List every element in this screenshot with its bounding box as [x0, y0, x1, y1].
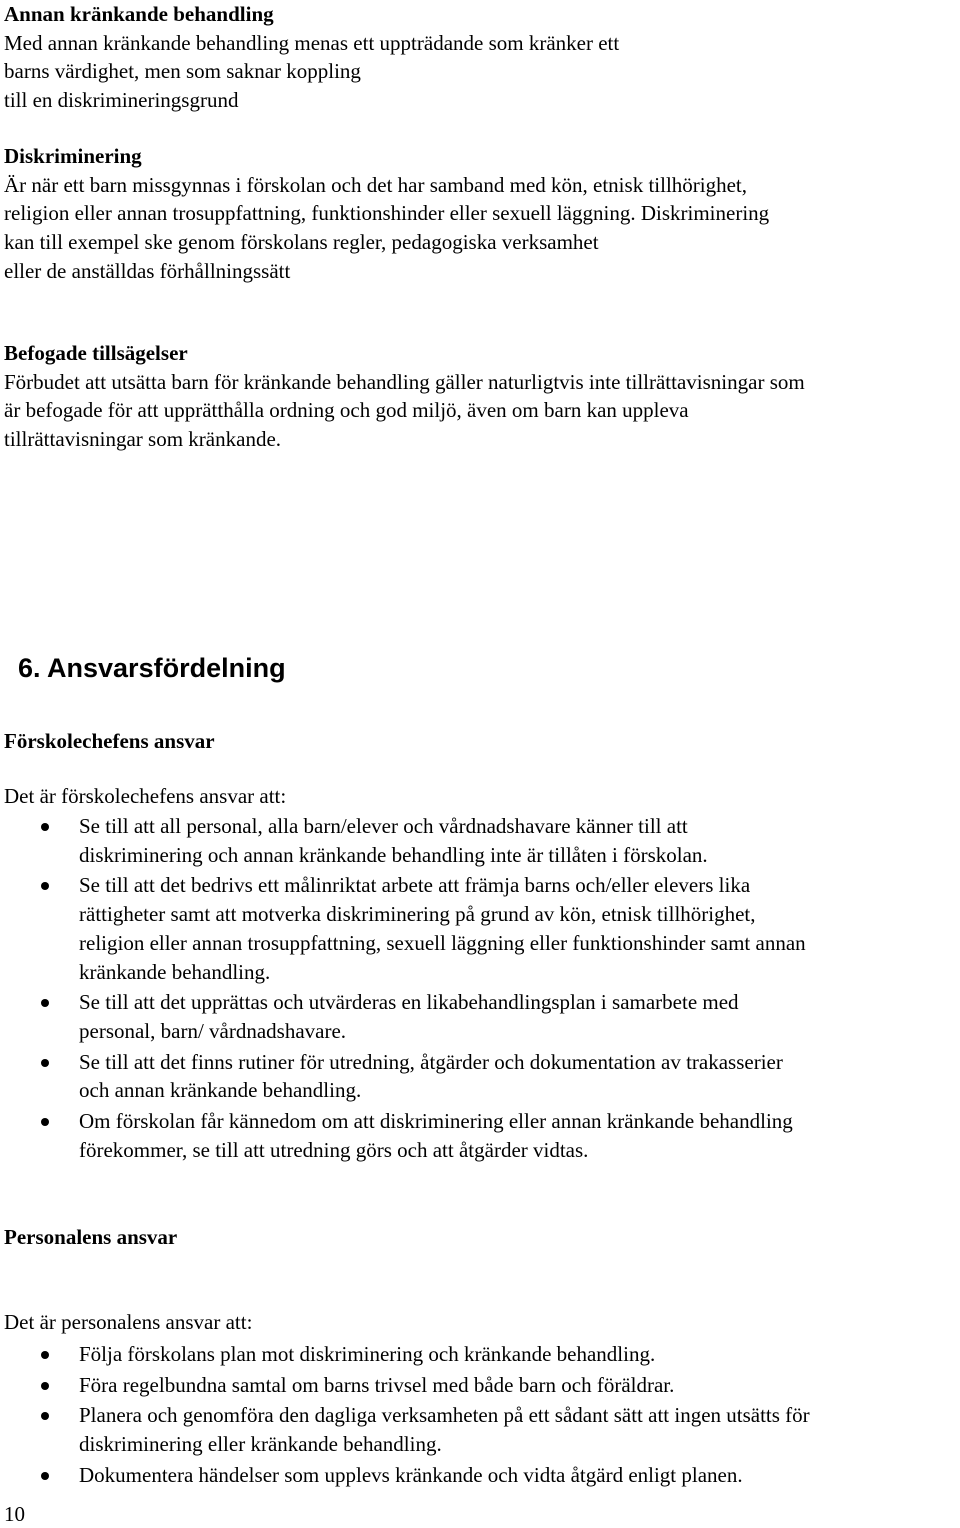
list-item-line: diskriminering eller kränkande behandling.: [79, 1432, 442, 1457]
list-item-line: Om förskolan får kännedom om att diskriminering eller annan kränkande behandling: [79, 1109, 793, 1134]
section-befogade-tillsagelser: [4, 339, 956, 454]
list-item-line: rättigheter samt att motverka diskriminering på grund av kön, etnisk tillhörighet,: [79, 902, 756, 927]
paragraph-line: till en diskrimineringsgrund: [4, 88, 239, 113]
list-item-line: kränkande behandling.: [79, 959, 271, 984]
paragraph-line: Förbudet att utsätta barn för kränkande behandling gäller naturligtvis inte tillrättavisningar som: [4, 369, 805, 394]
bullet-icon: [41, 1412, 49, 1420]
bullet-icon: [41, 1351, 49, 1359]
paragraph-line: Är när ett barn missgynnas i förskolan och det har samband med kön, etnisk tillhörighet,: [4, 172, 748, 197]
bullet-icon: [41, 1382, 49, 1390]
list-item-line: förekommer, se till att utredning görs och att åtgärder vidtas.: [79, 1137, 589, 1162]
subsection-heading: Förskolechefens ansvar: [4, 729, 215, 753]
paragraph-line: kan till exempel ske genom förskolans regler, pedagogiska verksamhet: [4, 230, 599, 255]
list-item-line: Se till att all personal, alla barn/elever och vårdnadshavare känner till att: [79, 814, 688, 838]
list-item-line: diskriminering och annan kränkande behandling inte är tillåten i förskolan.: [79, 842, 708, 867]
list-item-line: Se till att det bedrivs ett målinriktat arbete att främja barns och/eller elevers lika: [79, 873, 751, 898]
section-heading: Diskriminering: [4, 144, 142, 168]
paragraph-line: religion eller annan trosuppfattning, funktionshinder eller sexuell läggning. Diskriminering: [4, 201, 770, 226]
paragraph-line: barns värdighet, men som saknar koppling: [4, 59, 361, 84]
chapter-heading-ansvarsfordelning: 6. Ansvarsfördelning: [18, 653, 286, 683]
list-item-line: Följa förskolans plan mot diskriminering och kränkande behandling.: [79, 1342, 656, 1366]
list-item-line: Föra regelbundna samtal om barns trivsel med både barn och föräldrar.: [79, 1372, 675, 1397]
section-heading: Annan kränkande behandling: [4, 2, 274, 26]
section-annan-krankande-behandling: [4, 0, 956, 115]
section-heading: Befogade tillsägelser: [4, 341, 188, 365]
bullet-icon: [41, 999, 49, 1007]
paragraph-line: är befogade för att upprätthålla ordning och god miljö, även om barn kan uppleva: [4, 398, 689, 423]
list-item: [4, 1107, 956, 1164]
section-diskriminering: [4, 142, 956, 286]
list-item: [4, 1461, 956, 1490]
page-number: 10: [4, 1502, 25, 1526]
intro-text: Det är personalens ansvar att:: [4, 1310, 253, 1334]
paragraph-line: tillrättavisningar som kränkande.: [4, 427, 282, 452]
intro-text: Det är förskolechefens ansvar att:: [4, 784, 287, 808]
bullet-icon: [41, 882, 49, 890]
list-item-line: Planera och genomföra den dagliga verksamheten på ett sådant sätt att ingen utsätts för: [79, 1403, 810, 1428]
bullet-icon: [41, 823, 49, 831]
list-item-line: Dokumentera händelser som upplevs kränkande och vidta åtgärd enligt planen.: [79, 1462, 743, 1487]
subsection-personalens-ansvar: [4, 1223, 956, 1252]
bullet-icon: [41, 1118, 49, 1126]
personal-intro: [4, 1308, 956, 1337]
list-item: [4, 1340, 956, 1369]
subsection-heading: Personalens ansvar: [4, 1225, 178, 1249]
list-item-line: personal, barn/ vårdnadshavare.: [79, 1018, 347, 1043]
bullet-icon: [41, 1472, 49, 1480]
list-item-line: religion eller annan trosuppfattning, sexuell läggning eller funktionshinder samt annan: [79, 930, 806, 955]
list-item: [4, 1048, 956, 1105]
list-item: [4, 988, 956, 1045]
list-item: [4, 1401, 956, 1458]
bullet-icon: [41, 1059, 49, 1067]
list-item-line: Se till att det finns rutiner för utredning, åtgärder och dokumentation av trakasserier: [79, 1049, 783, 1074]
personal-bullet-list: [4, 1340, 956, 1490]
list-item-line: Se till att det upprättas och utvärderas en likabehandlingsplan i samarbete med: [79, 990, 739, 1015]
list-item: [4, 812, 956, 869]
list-item: [4, 871, 956, 986]
subsection-forskolechefens-ansvar: [4, 727, 956, 756]
list-item: [4, 1371, 956, 1400]
paragraph-line: eller de anställdas förhållningssätt: [4, 258, 291, 283]
list-item-line: och annan kränkande behandling.: [79, 1078, 362, 1103]
forskolechef-intro: [4, 782, 956, 811]
paragraph-line: Med annan kränkande behandling menas ett uppträdande som kränker ett: [4, 30, 620, 55]
forskolechef-bullet-list: [4, 812, 956, 1164]
